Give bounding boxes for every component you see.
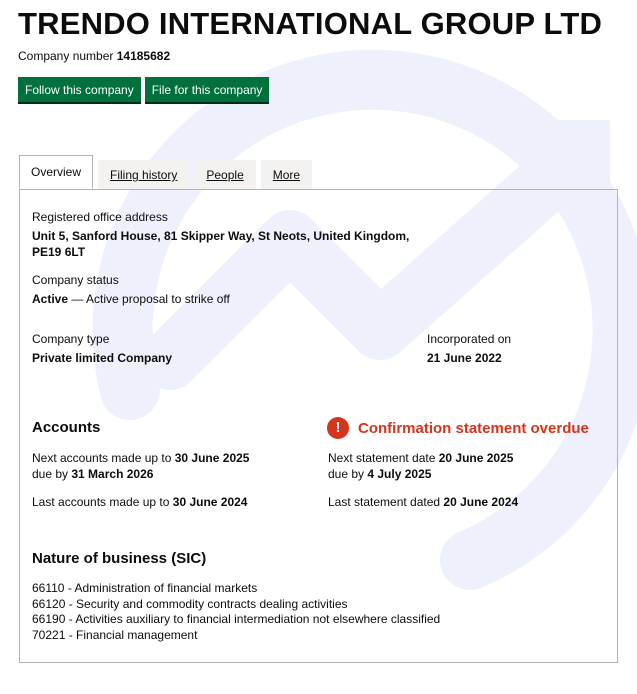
accounts-heading: Accounts: [32, 419, 101, 436]
confirmation-overdue: [327, 417, 589, 439]
file-for-company-button[interactable]: File for this company: [145, 77, 270, 102]
company-number-label: Company number: [18, 49, 114, 63]
registered-office-label: Registered office address: [32, 210, 168, 224]
registered-office-line2: PE19 6LT: [32, 245, 86, 259]
sic-item: 70221 - Financial management: [32, 627, 198, 642]
company-status-label: Company status: [32, 273, 119, 287]
accounts-due: [32, 466, 153, 482]
accounts-due-prefix: due by: [32, 467, 72, 481]
company-name: TRENDO INTERNATIONAL GROUP LTD: [18, 6, 603, 41]
company-number-value: 14185682: [116, 49, 171, 63]
confirmation-heading: Confirmation statement overdue: [358, 419, 589, 437]
statement-due-date: 4 July 2025: [367, 467, 432, 481]
company-status-value: Active: [32, 292, 69, 306]
follow-company-button[interactable]: Follow this company: [18, 77, 141, 102]
next-accounts-prefix: Next accounts made up to: [32, 451, 175, 465]
last-statement-prefix: Last statement dated: [328, 495, 444, 509]
company-status: [32, 291, 230, 307]
sic-item: 66120 - Security and commodity contracts dealing activities: [32, 596, 348, 611]
last-accounts-prefix: Last accounts made up to: [32, 495, 173, 509]
registered-office-line1: Unit 5, Sanford House, 81 Skipper Way, St Neots, United Kingdom,: [32, 229, 410, 243]
tab-more[interactable]: More: [261, 160, 312, 189]
company-number: [18, 49, 170, 63]
next-statement-date: 20 June 2025: [438, 451, 514, 465]
company-type-label: Company type: [32, 332, 110, 346]
last-statement: [328, 494, 518, 510]
last-statement-date: 20 June 2024: [443, 495, 519, 509]
sic-heading: Nature of business (SIC): [32, 550, 207, 567]
statement-due-prefix: due by: [328, 467, 368, 481]
tab-people[interactable]: People: [194, 160, 255, 189]
next-accounts: [32, 450, 249, 466]
next-statement: [328, 450, 513, 466]
tab-overview[interactable]: Overview: [19, 155, 93, 189]
tab-filing-history[interactable]: Filing history: [98, 160, 189, 189]
last-accounts-date: 30 June 2024: [172, 495, 248, 509]
tab-bar: [19, 155, 317, 189]
accounts-due-date: 31 March 2026: [71, 467, 154, 481]
company-type-value: Private limited Company: [32, 351, 173, 365]
sic-item: 66110 - Administration of financial markets: [32, 581, 258, 595]
action-buttons: [18, 77, 269, 102]
incorporated-value: 21 June 2022: [427, 351, 502, 365]
next-statement-prefix: Next statement date: [328, 451, 439, 465]
company-status-detail: — Active proposal to strike off: [68, 292, 230, 306]
incorporated-label: Incorporated on: [427, 332, 512, 346]
last-accounts: [32, 494, 247, 510]
statement-due: [328, 466, 431, 482]
warning-icon: !: [327, 417, 349, 439]
next-accounts-date: 30 June 2025: [174, 451, 250, 465]
sic-list: [32, 581, 440, 643]
sic-item: 66190 - Activities auxiliary to financial intermediation not elsewhere classified: [32, 612, 441, 626]
